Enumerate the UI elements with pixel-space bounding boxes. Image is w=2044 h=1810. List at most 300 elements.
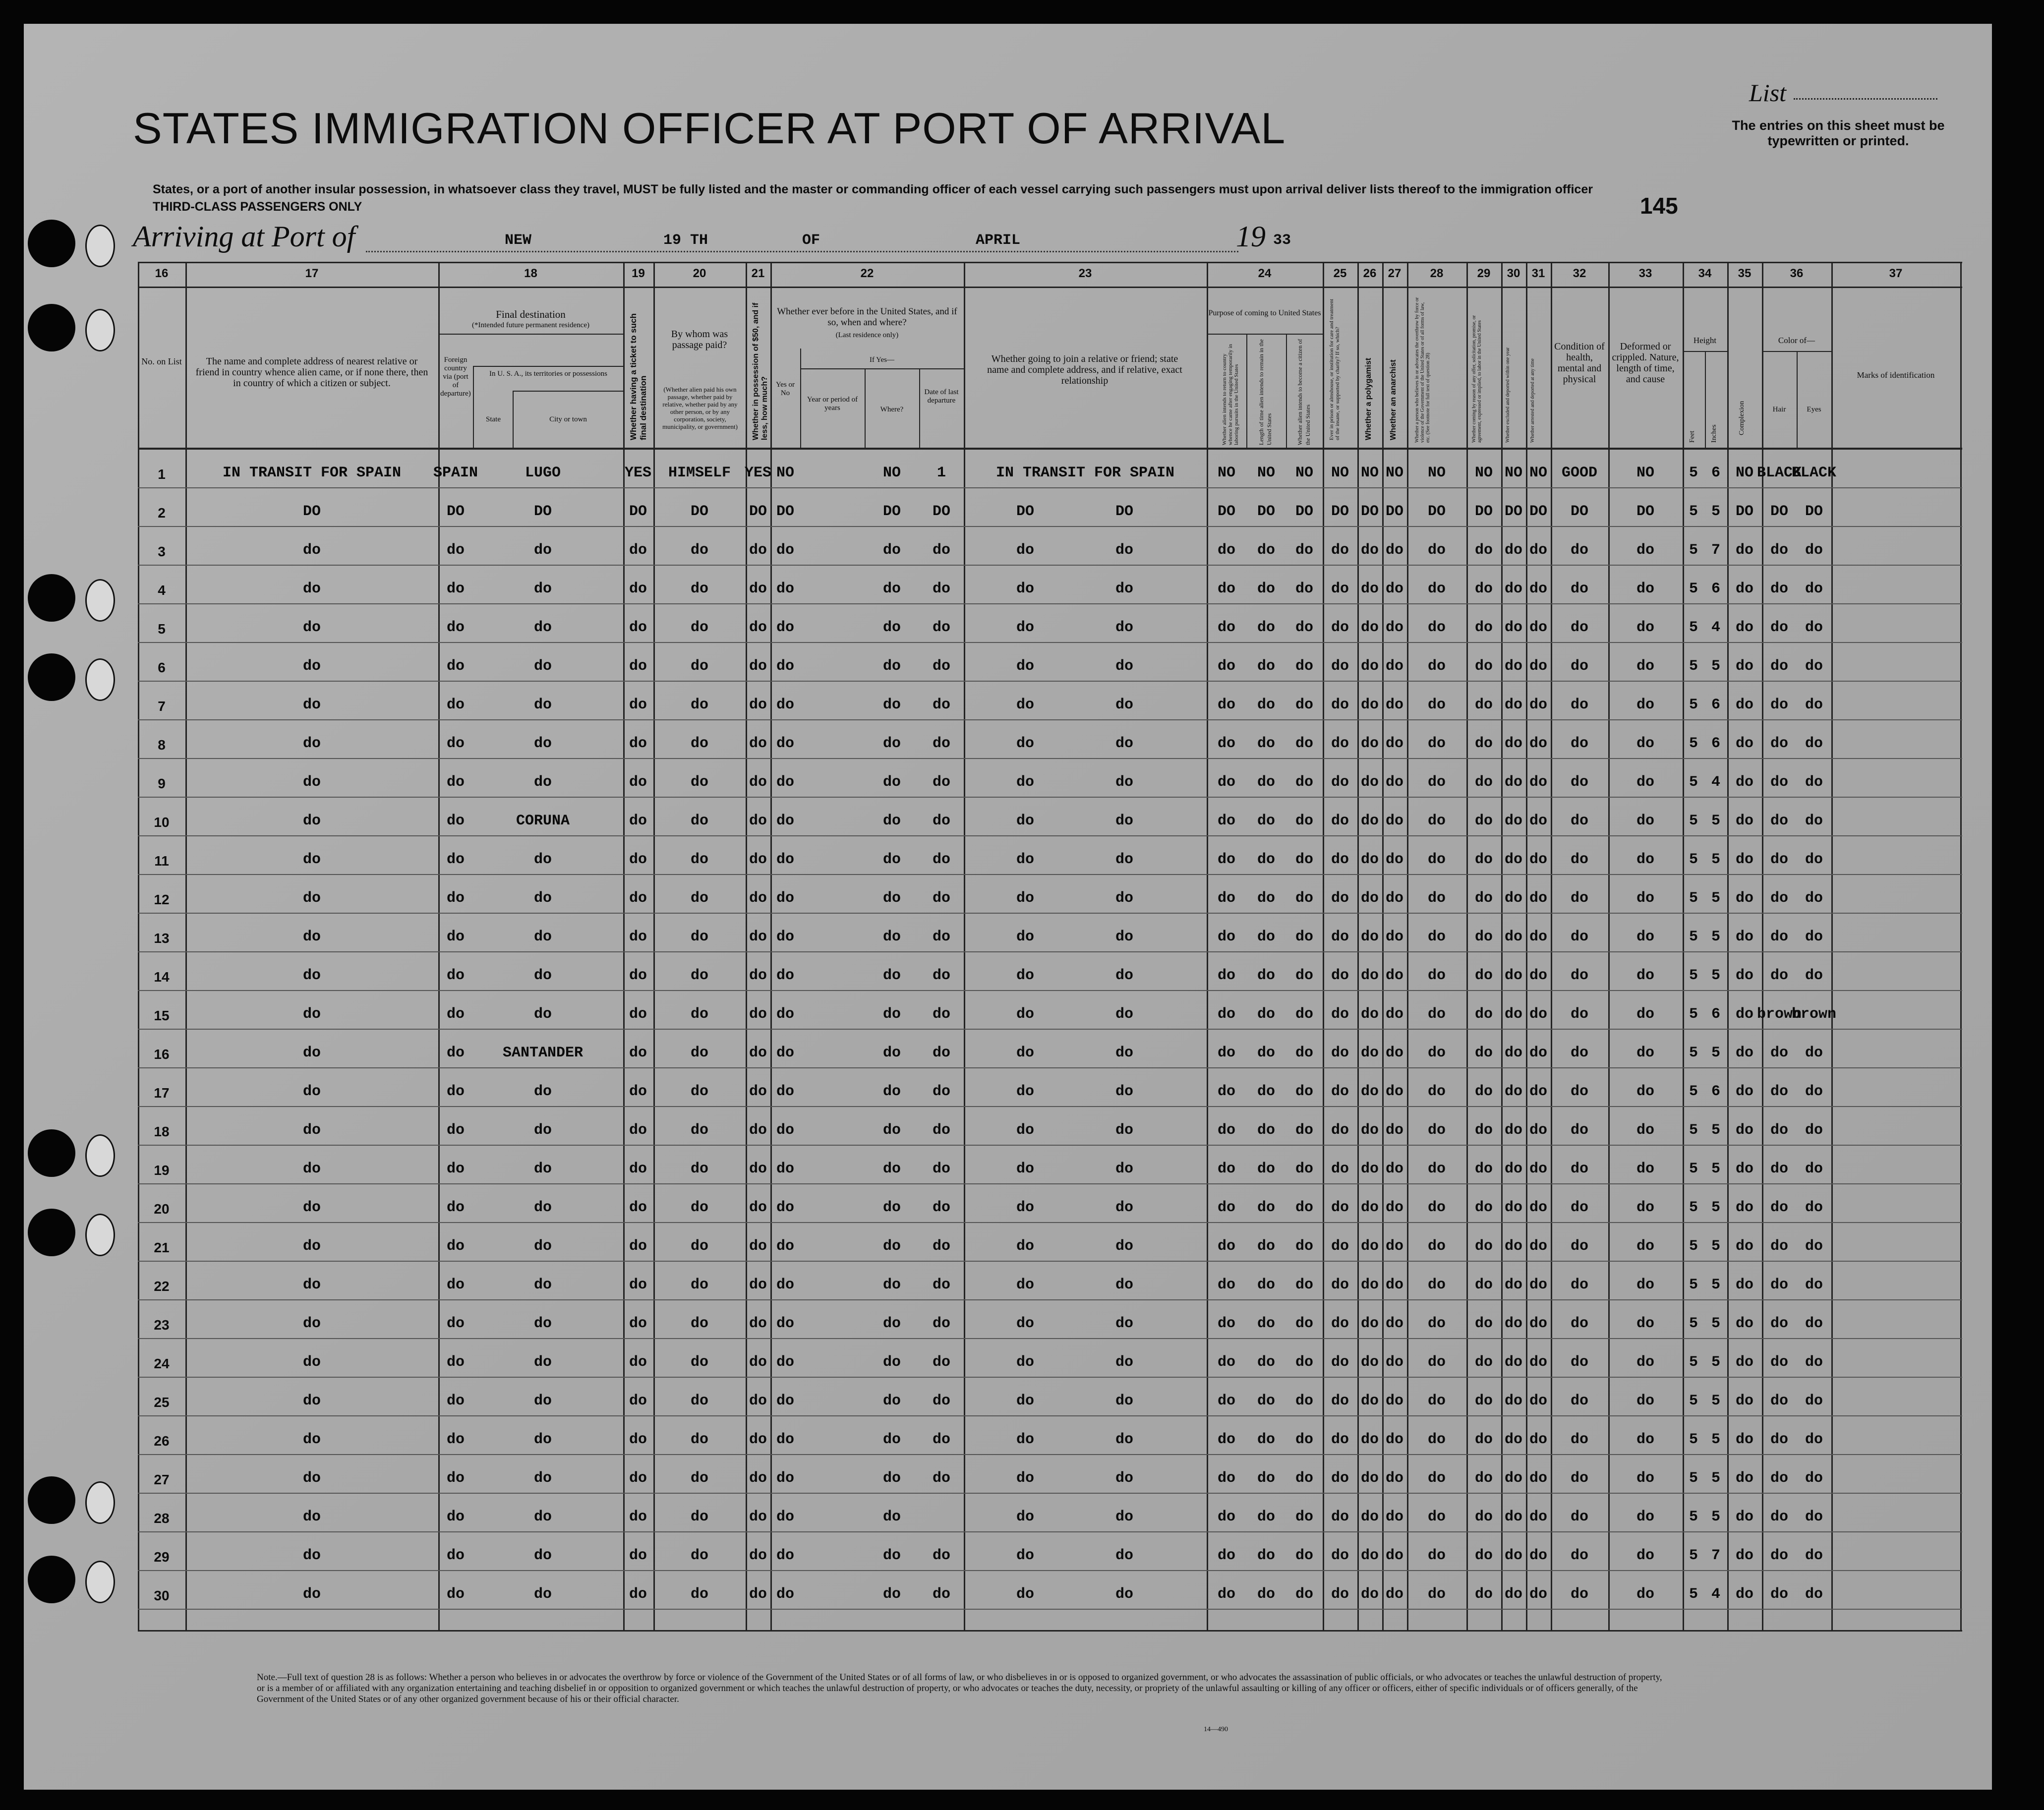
cell-c25: do — [1331, 774, 1349, 791]
cell-c35: do — [1735, 1083, 1754, 1100]
cell-c36b: do — [1805, 1431, 1823, 1448]
cell-c24c: do — [1295, 1122, 1314, 1139]
cell-c32: do — [1570, 1045, 1589, 1061]
cell-c24c: do — [1295, 735, 1314, 752]
header-purpose: Purpose of coming to United States — [1208, 309, 1321, 317]
cell-c26: DO — [1360, 503, 1379, 520]
cell-c31: do — [1529, 1470, 1548, 1487]
cell-c17: do — [302, 1509, 321, 1525]
cell-c28: do — [1427, 1277, 1446, 1293]
cell-c18c: do — [533, 1006, 552, 1023]
row-rule — [138, 1067, 1962, 1068]
cell-c26: do — [1360, 1393, 1379, 1409]
cell-c34b: 5 — [1711, 1122, 1721, 1139]
cell-c24c: do — [1295, 697, 1314, 713]
cell-c29: do — [1474, 1586, 1493, 1603]
col-rule — [653, 262, 655, 1630]
cell-c19: do — [629, 1354, 647, 1371]
cell-c24b: do — [1257, 1509, 1276, 1525]
cell-c28: do — [1427, 1586, 1446, 1603]
cell-c21: do — [749, 774, 767, 791]
cell-c27: do — [1385, 1315, 1404, 1332]
cell-c24a: do — [1217, 658, 1236, 675]
cell-c32: do — [1570, 697, 1589, 713]
cell-c18c: do — [533, 851, 552, 868]
row-number: 13 — [154, 931, 170, 946]
cell-c22a: do — [776, 1393, 795, 1409]
cell-c20: do — [690, 1045, 709, 1061]
cell-c28: do — [1427, 774, 1446, 791]
cell-c18c: do — [533, 929, 552, 945]
cell-c36a: do — [1770, 967, 1789, 984]
cell-c36b: do — [1805, 1122, 1823, 1139]
cell-c34a: 5 — [1689, 774, 1698, 791]
cell-c35: DO — [1735, 503, 1754, 520]
cell-c24b: do — [1257, 1586, 1276, 1603]
cell-c33: do — [1636, 1006, 1655, 1023]
cell-c32: do — [1570, 1277, 1589, 1293]
cell-c19: do — [629, 1547, 647, 1564]
header-ticket: Whether having a ticket to such final destination — [629, 313, 648, 440]
cell-c22d: do — [932, 890, 951, 907]
cell-c18a: do — [446, 542, 465, 559]
arrival-year-suffix: 33 — [1273, 232, 1291, 249]
cell-c36a: do — [1770, 1199, 1789, 1216]
row-rule — [138, 1493, 1962, 1494]
binder-hole — [28, 1129, 75, 1177]
header-polygamist: Whether a polygamist — [1364, 357, 1373, 440]
cell-c29: do — [1474, 929, 1493, 945]
col-number: 17 — [305, 267, 319, 280]
header-nearest-relative: The name and complete address of nearest relative or friend in country whence alien came, or if none there, then in country of which a citizen or subject. — [195, 356, 428, 389]
cell-c22a: do — [776, 1470, 795, 1487]
cell-c21: do — [749, 1354, 767, 1371]
cell-c24b: do — [1257, 1161, 1276, 1177]
cell-c35: do — [1735, 929, 1754, 945]
cell-c35: do — [1735, 658, 1754, 675]
cell-c21: do — [749, 581, 767, 597]
cell-c21: do — [749, 1470, 767, 1487]
cell-c29: do — [1474, 735, 1493, 752]
col-number: 22 — [860, 267, 874, 280]
cell-c29: do — [1474, 1083, 1493, 1100]
cell-c26: do — [1360, 813, 1379, 829]
cell-c22d: do — [932, 1547, 951, 1564]
row-number: 11 — [154, 853, 169, 869]
cell-c23b: do — [1115, 542, 1134, 559]
cell-c27: do — [1385, 890, 1404, 907]
cell-c21: do — [749, 1315, 767, 1332]
cell-c22c: NO — [882, 465, 901, 481]
cell-c36b: do — [1805, 813, 1823, 829]
cell-c17: do — [302, 1393, 321, 1409]
table-rule — [138, 262, 1962, 263]
col-rule — [1407, 262, 1408, 1630]
cell-c26: do — [1360, 697, 1379, 713]
cell-c23a: do — [1016, 619, 1035, 636]
cell-c22d: do — [932, 697, 951, 713]
cell-c22d: do — [932, 619, 951, 636]
cell-c19: do — [629, 619, 647, 636]
cell-c17: do — [302, 581, 321, 597]
cell-c31: do — [1529, 1547, 1548, 1564]
col-number: 29 — [1477, 267, 1491, 280]
cell-c22c: do — [882, 1586, 901, 1603]
cell-c36a: do — [1770, 1045, 1789, 1061]
cell-c21: do — [749, 1045, 767, 1061]
cell-c23b: do — [1115, 1199, 1134, 1216]
cell-c22d: 1 — [936, 465, 946, 481]
cell-c31: do — [1529, 1393, 1548, 1409]
header-final-destination-sub: (*Intended future permanent residence) — [472, 321, 589, 329]
row-rule — [138, 913, 1962, 914]
cell-c18a: do — [446, 929, 465, 945]
cell-c22c: do — [882, 1393, 901, 1409]
cell-c24b: do — [1257, 619, 1276, 636]
cell-c31: do — [1529, 1006, 1548, 1023]
cell-c31: do — [1529, 619, 1548, 636]
cell-c19: DO — [629, 503, 647, 520]
cell-c24b: do — [1257, 1277, 1276, 1293]
cell-c32: do — [1570, 1199, 1589, 1216]
cell-c34a: 5 — [1689, 1122, 1698, 1139]
cell-c34a: 5 — [1689, 1586, 1698, 1603]
cell-c32: do — [1570, 1315, 1589, 1332]
cell-c24c: do — [1295, 1238, 1314, 1255]
cell-c23b: do — [1115, 1161, 1134, 1177]
cell-c18c: do — [533, 658, 552, 675]
cell-c23a: do — [1016, 735, 1035, 752]
cell-c27: do — [1385, 542, 1404, 559]
cell-c31: do — [1529, 1431, 1548, 1448]
cell-c28: do — [1427, 581, 1446, 597]
cell-c30: do — [1504, 851, 1523, 868]
cell-c23a: do — [1016, 774, 1035, 791]
cell-c24a: do — [1217, 813, 1236, 829]
cell-c22a: DO — [776, 503, 795, 520]
cell-c30: do — [1504, 813, 1523, 829]
cell-c24b: do — [1257, 1431, 1276, 1448]
header-marks: Marks of identification — [1857, 370, 1935, 380]
cell-c30: do — [1504, 1354, 1523, 1371]
cell-c24c: do — [1295, 813, 1314, 829]
cell-c22d: do — [932, 967, 951, 984]
cell-c33: do — [1636, 774, 1655, 791]
cell-c30: do — [1504, 735, 1523, 752]
cell-c24c: do — [1295, 581, 1314, 597]
cell-c19: do — [629, 1238, 647, 1255]
cell-c29: do — [1474, 967, 1493, 984]
cell-c17: do — [302, 697, 321, 713]
cell-c22c: do — [882, 1083, 901, 1100]
port-date-field[interactable] — [366, 251, 1238, 252]
col-rule — [1551, 262, 1552, 1630]
cell-c17: do — [302, 929, 321, 945]
cell-c27: do — [1385, 581, 1404, 597]
cell-c26: do — [1360, 619, 1379, 636]
cell-c21: YES — [744, 465, 772, 481]
cell-c30: do — [1504, 1315, 1523, 1332]
cell-c34b: 5 — [1711, 658, 1721, 675]
cell-c23a: do — [1016, 967, 1035, 984]
cell-c22c: do — [882, 619, 901, 636]
cell-c34a: 5 — [1689, 1277, 1698, 1293]
cell-c18c: LUGO — [525, 465, 561, 481]
cell-c32: do — [1570, 1509, 1589, 1525]
cell-c32: do — [1570, 851, 1589, 868]
cell-c25: NO — [1331, 465, 1349, 481]
cell-c21: do — [749, 1431, 767, 1448]
cell-c19: do — [629, 658, 647, 675]
cell-c19: do — [629, 1083, 647, 1100]
cell-c29: do — [1474, 1122, 1493, 1139]
cell-c36b: do — [1805, 1277, 1823, 1293]
cell-c36b: do — [1805, 1393, 1823, 1409]
cell-c20: do — [690, 1509, 709, 1525]
cell-c32: do — [1570, 1161, 1589, 1177]
cell-c24a: do — [1217, 851, 1236, 868]
cell-c20: do — [690, 1547, 709, 1564]
cell-c26: do — [1360, 1122, 1379, 1139]
cell-c22a: do — [776, 658, 795, 675]
cell-c18a: do — [446, 1006, 465, 1023]
col-number: 20 — [693, 267, 706, 280]
header-deformed: Deformed or crippled. Nature, length of time, and cause — [1612, 341, 1679, 385]
cell-c36b: do — [1805, 1354, 1823, 1371]
cell-c30: do — [1504, 1586, 1523, 1603]
cell-c19: YES — [624, 465, 652, 481]
cell-c17: do — [302, 774, 321, 791]
cell-c22c: do — [882, 1006, 901, 1023]
cell-c18c: do — [533, 1315, 552, 1332]
cell-c26: do — [1360, 851, 1379, 868]
cell-c18a: SPAIN — [433, 465, 478, 481]
col-number: 31 — [1531, 267, 1545, 280]
cell-c18a: do — [446, 1122, 465, 1139]
cell-c32: do — [1570, 1006, 1589, 1023]
binder-hole-ring — [85, 1481, 115, 1524]
header-joining-relative: Whether going to join a relative or friend; state name and complete address, and if relative, exact relationship — [987, 353, 1182, 386]
cell-c17: do — [302, 1547, 321, 1564]
cell-c19: do — [629, 1006, 647, 1023]
cell-c34b: 5 — [1711, 1277, 1721, 1293]
cell-c36a: BLACK — [1756, 465, 1802, 481]
cell-c22a: do — [776, 735, 795, 752]
row-number: 29 — [154, 1549, 170, 1565]
cell-c25: do — [1331, 1122, 1349, 1139]
cell-c27: NO — [1385, 465, 1404, 481]
row-rule — [138, 1106, 1962, 1107]
cell-c26: do — [1360, 1509, 1379, 1525]
cell-c25: do — [1331, 1393, 1349, 1409]
cell-c33: do — [1636, 1586, 1655, 1603]
cell-c34b: 4 — [1711, 774, 1721, 791]
row-number: 15 — [154, 1008, 170, 1023]
cell-c22a: do — [776, 1354, 795, 1371]
col-number: 24 — [1258, 267, 1272, 280]
cell-c19: do — [629, 890, 647, 907]
cell-c23a: do — [1016, 658, 1035, 675]
cell-c18a: do — [446, 774, 465, 791]
col-number: 32 — [1573, 267, 1586, 280]
cell-c17: do — [302, 1006, 321, 1023]
cell-c28: do — [1427, 851, 1446, 868]
cell-c19: do — [629, 1470, 647, 1487]
cell-c24a: do — [1217, 1586, 1236, 1603]
cell-c31: do — [1529, 1083, 1548, 1100]
cell-c29: do — [1474, 1161, 1493, 1177]
cell-c18c: do — [533, 1431, 552, 1448]
cell-c25: do — [1331, 929, 1349, 945]
cell-c28: do — [1427, 890, 1446, 907]
cell-c36b: do — [1805, 1045, 1823, 1061]
cell-c25: do — [1331, 967, 1349, 984]
cell-c22d: do — [932, 1277, 951, 1293]
cell-c20: do — [690, 1315, 709, 1332]
col-rule — [964, 262, 965, 1630]
header-yes-no: Yes or No — [775, 381, 795, 397]
list-label: List — [1749, 79, 1787, 107]
cell-c21: do — [749, 851, 767, 868]
cell-c31: do — [1529, 967, 1548, 984]
cell-c18a: do — [446, 1431, 465, 1448]
cell-c20: do — [690, 774, 709, 791]
arrival-port: NEW — [505, 232, 532, 249]
cell-c19: do — [629, 929, 647, 945]
cell-c26: do — [1360, 774, 1379, 791]
cell-c23a: do — [1016, 929, 1035, 945]
cell-c32: do — [1570, 1470, 1589, 1487]
cell-c29: do — [1474, 1199, 1493, 1216]
cell-c17: do — [302, 1277, 321, 1293]
cell-c31: do — [1529, 890, 1548, 907]
cell-c24a: do — [1217, 1238, 1236, 1255]
cell-c28: do — [1427, 1509, 1446, 1525]
form-number: 14—490 — [1204, 1726, 1228, 1733]
cell-c23b: do — [1115, 619, 1134, 636]
cell-c27: do — [1385, 1122, 1404, 1139]
cell-c36a: do — [1770, 1586, 1789, 1603]
cell-c28: do — [1427, 658, 1446, 675]
cell-c24b: do — [1257, 1470, 1276, 1487]
cell-c21: do — [749, 813, 767, 829]
cell-c34a: 5 — [1689, 1161, 1698, 1177]
cell-c23a: do — [1016, 1470, 1035, 1487]
cell-c25: do — [1331, 542, 1349, 559]
col-number: 28 — [1430, 267, 1444, 280]
cell-c29: do — [1474, 1238, 1493, 1255]
cell-c30: do — [1504, 967, 1523, 984]
cell-c28: do — [1427, 697, 1446, 713]
header-height: Height — [1693, 336, 1717, 345]
col-rule — [1608, 262, 1610, 1630]
row-rule — [138, 1299, 1962, 1300]
cell-c23a: do — [1016, 1277, 1035, 1293]
cell-c26: do — [1360, 1006, 1379, 1023]
cell-c19: do — [629, 851, 647, 868]
cell-c18c: do — [533, 542, 552, 559]
list-number-field[interactable] — [1794, 98, 1937, 100]
header-foreign-country: Foreign country via (port of departure) — [440, 356, 471, 398]
cell-c35: do — [1735, 813, 1754, 829]
cell-c24c: NO — [1295, 465, 1314, 481]
cell-c34a: 5 — [1689, 1083, 1698, 1100]
row-rule — [138, 758, 1962, 759]
cell-c36b: do — [1805, 1199, 1823, 1216]
binder-hole — [28, 1556, 75, 1603]
cell-c33: do — [1636, 1315, 1655, 1332]
cell-c21: do — [749, 1509, 767, 1525]
row-rule — [138, 565, 1962, 566]
cell-c34b: 5 — [1711, 1238, 1721, 1255]
cell-c29: do — [1474, 1470, 1493, 1487]
row-number: 17 — [154, 1085, 170, 1101]
header-no-on-list: No. on List — [141, 356, 182, 366]
cell-c22a: do — [776, 813, 795, 829]
cell-c34b: 5 — [1711, 1161, 1721, 1177]
cell-c18c: do — [533, 774, 552, 791]
cell-c26: do — [1360, 735, 1379, 752]
cell-c29: do — [1474, 890, 1493, 907]
cell-c18c: do — [533, 1122, 552, 1139]
cell-c36a: do — [1770, 619, 1789, 636]
cell-c22d: do — [932, 542, 951, 559]
cell-c22d: do — [932, 1006, 951, 1023]
cell-c24c: do — [1295, 1277, 1314, 1293]
cell-c18c: do — [533, 1393, 552, 1409]
header-purpose-return: Whether alien intends to return to country whence he came after engaging temporarily in laboring pursuits in the United States — [1222, 344, 1239, 445]
cell-c29: do — [1474, 619, 1493, 636]
cell-c25: do — [1331, 1045, 1349, 1061]
table-rule — [138, 1630, 1962, 1632]
col-rule — [1357, 262, 1359, 1630]
cell-c33: do — [1636, 1470, 1655, 1487]
cell-c24b: do — [1257, 1122, 1276, 1139]
cell-c32: GOOD — [1561, 465, 1598, 481]
cell-c27: do — [1385, 774, 1404, 791]
col-number: 37 — [1889, 267, 1903, 280]
cell-c20: do — [690, 929, 709, 945]
cell-c23a: do — [1016, 1161, 1035, 1177]
cell-c22a: do — [776, 1547, 795, 1564]
row-rule — [138, 1145, 1962, 1146]
cell-c31: do — [1529, 1045, 1548, 1061]
cell-c18a: do — [446, 1315, 465, 1332]
cell-c18c: do — [533, 697, 552, 713]
cell-c28: do — [1427, 1393, 1446, 1409]
cell-c33: do — [1636, 851, 1655, 868]
cell-c27: do — [1385, 735, 1404, 752]
cell-c18c: do — [533, 1586, 552, 1603]
cell-c34b: 5 — [1711, 1045, 1721, 1061]
cell-c24a: NO — [1217, 465, 1236, 481]
cell-c24b: do — [1257, 1354, 1276, 1371]
col-rule — [1382, 262, 1384, 1630]
cell-c22d: do — [932, 1354, 951, 1371]
cell-c21: do — [749, 929, 767, 945]
cell-c25: do — [1331, 581, 1349, 597]
cell-c21: do — [749, 1161, 767, 1177]
cell-c33: do — [1636, 1083, 1655, 1100]
cell-c32: do — [1570, 1354, 1589, 1371]
cell-c23a: DO — [1016, 503, 1035, 520]
table-rule — [138, 287, 1962, 288]
cell-c17: DO — [302, 503, 321, 520]
cell-c32: do — [1570, 1431, 1589, 1448]
arrival-day: 19 TH — [663, 232, 708, 249]
binder-hole-ring — [85, 579, 115, 622]
cell-c21: do — [749, 967, 767, 984]
